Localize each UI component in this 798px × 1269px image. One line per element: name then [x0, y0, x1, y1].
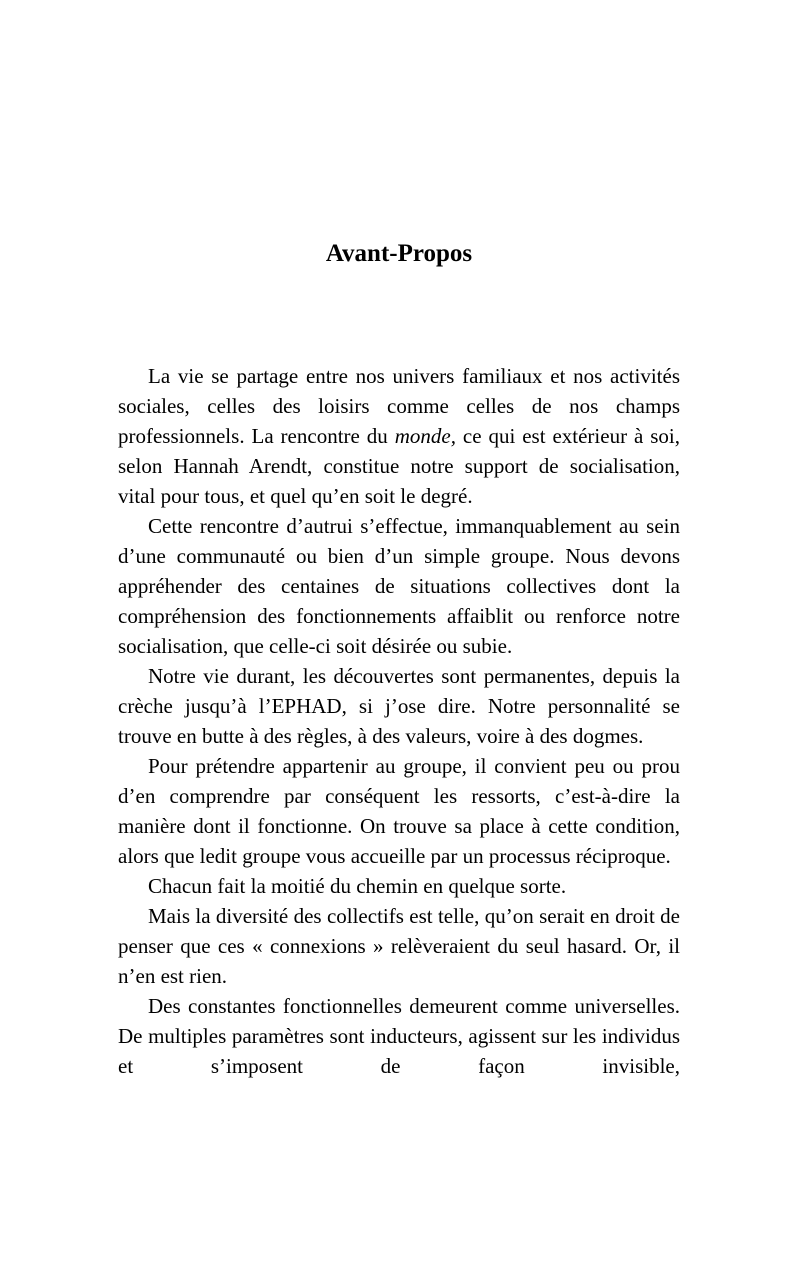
paragraph-1-text-end: ce qui est extérieur à soi, selon Hannah Arendt, constitue notre support de socialisation, vital pour tous, et quel qu’en soit le degré. [118, 424, 681, 508]
paragraph-3: Notre vie durant, les découvertes sont permanentes, depuis la crèche jusqu’à l’EPHAD, si j’ose dire. Notre personnalité se trouve en butte à des règles, à des valeurs, voire à des dogmes. [118, 664, 680, 748]
paragraph-4: Pour prétendre appartenir au groupe, il convient peu ou prou d’en comprendre par conséquent les ressorts, c’est-à-dire la manière dont il fonctionne. On trouve sa place à cette condition, alors que ledit groupe vous accueille par un processus réciproque. [118, 754, 680, 868]
paragraph-1 [118, 361, 680, 511]
paragraph-6: Mais la diversité des collectifs est telle, qu’on serait en droit de penser que ces « connexions » relèveraient du seul hasard. Or, il n’en est rien. [118, 904, 680, 988]
paragraph-2: Cette rencontre d’autrui s’effectue, immanquablement au sein d’une communauté ou bien d’un simple groupe. Nous devons appréhender des centaines de situations collectives dont la compréhension des fonctionnements affaiblit ou renforce notre socialisation, que celle-ci soit désirée ou subie. [118, 514, 680, 658]
chapter-title: Avant-Propos [325, 240, 473, 267]
paragraph-5: Chacun fait la moitié du chemin en quelque sorte. [148, 874, 567, 898]
paragraph-7: Des constantes fonctionnelles demeurent comme universelles. De multiples paramètres sont inducteurs, agissent sur les individus et s’imposent de façon invisible, [118, 994, 680, 1078]
body-text [118, 361, 680, 1081]
paragraph-1-italic: monde, [394, 424, 456, 448]
paragraph-1-text-start: La vie se partage entre nos univers familiaux et nos activités sociales, celles des loisirs comme celles de nos champs professionnels. La rencontre du [118, 364, 680, 448]
